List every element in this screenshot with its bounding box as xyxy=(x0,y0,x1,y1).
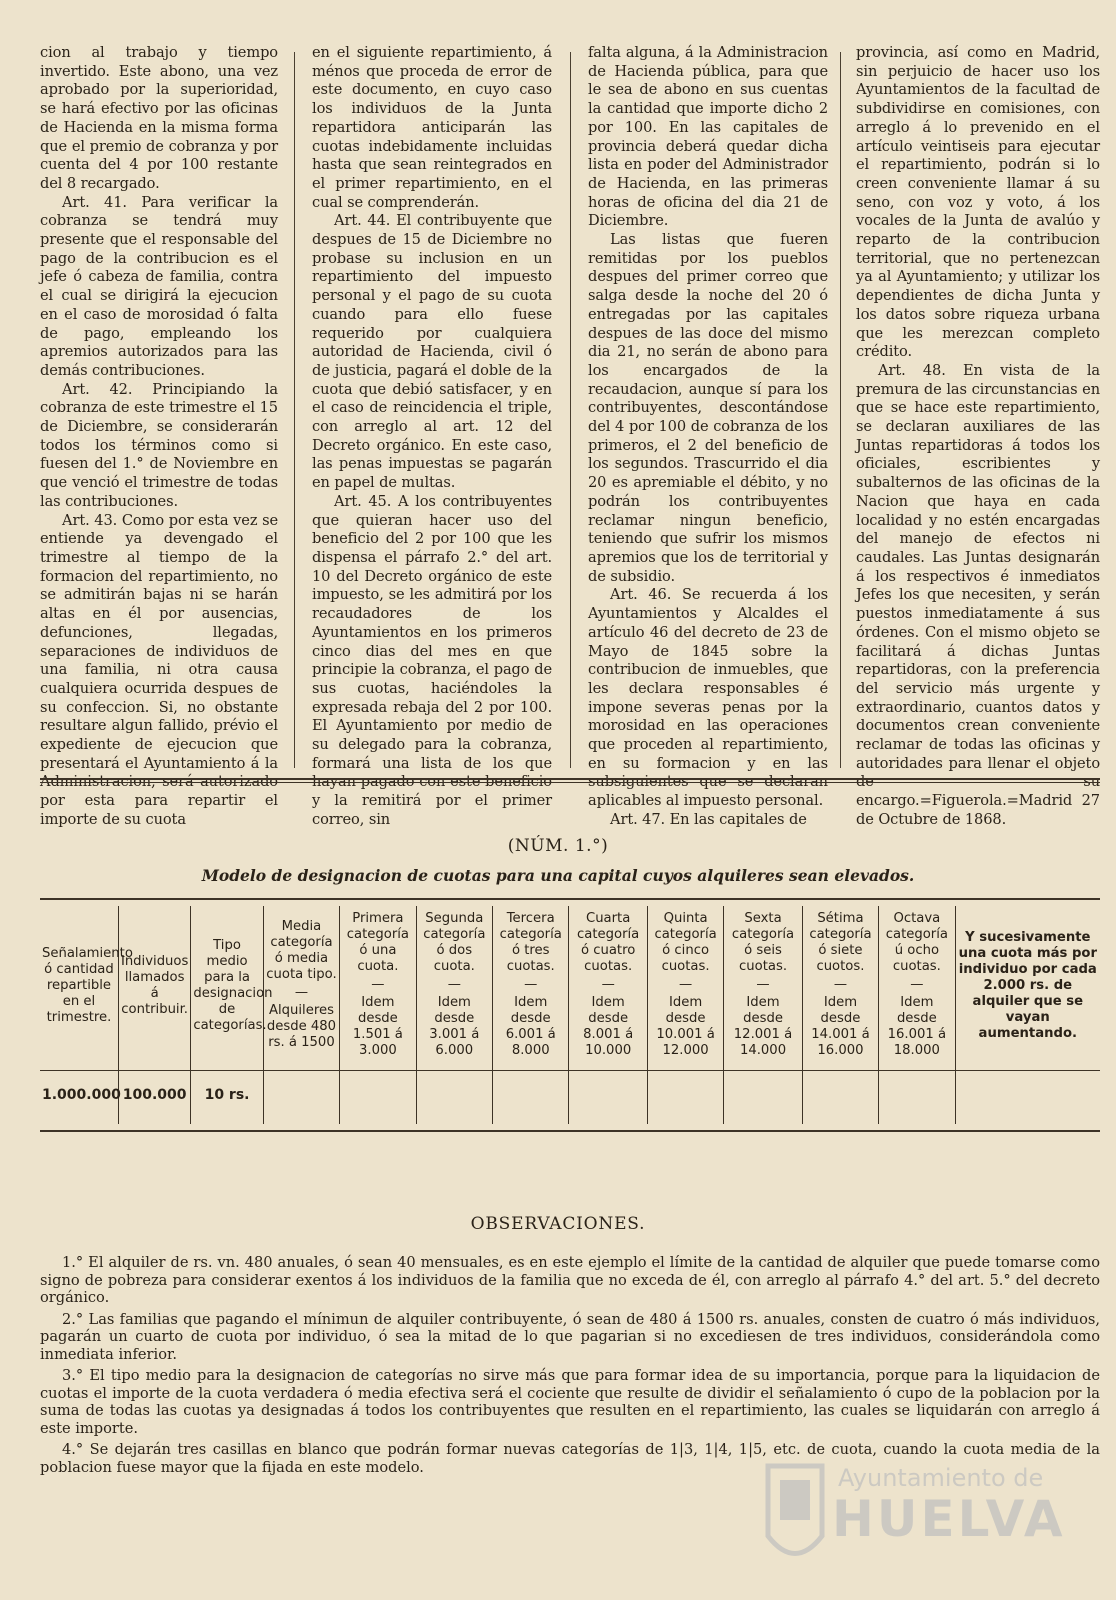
column-divider xyxy=(294,52,295,768)
table-top-rule xyxy=(40,898,1100,900)
observation-item: 2.° Las familias que pagando el mínimun de alquiler contribuyente, ó sean de 480 á 1500 rs. anuales, consten de cuatro ó más individuos, pagarán un cuarto de cuota por individuo, ó sea la mitad de lo que pagarian si no excediesen de tres individuos, considerándola como inmediata inferior. xyxy=(40,1310,1100,1363)
section-divider xyxy=(40,778,1100,780)
paragraph: Art. 41. Para verificar la cobranza se tendrá muy presente que el responsable del pago de la contribucion es el jefe ó cabeza de familia, contra el cual se dirigirá la ejecucion en el caso de morosidad ó falta de pago, empleando los apremios autorizados para las demás contribuciones. xyxy=(40,193,278,379)
header-cell: Sétima categoría ó siete cuotos. — Idem desde 14.001 á 16.000 xyxy=(802,906,878,1066)
header-cell: Quinta categoría ó cinco cuotas. — Idem desde 10.001 á 12.000 xyxy=(647,906,723,1066)
value-cell: 1.000.000 xyxy=(42,1087,121,1103)
value-cell xyxy=(879,1066,955,1124)
column-2 xyxy=(312,44,552,828)
article-columns xyxy=(40,44,1100,828)
paragraph: Las listas que fueren remitidas por los pueblos despues del primer correo que salga desde la noche del 20 ó entregadas por las capitales despues de las doce del mismo dia 21, no serán de abono para los encargados de la recaudacion, aunque sí para los contribuyentes, descontándose del 4 por 100 de cobranza de los primeros, el 2 del beneficio de los segundos. Trascurrido el dia 20 es apremiable el débito, y no podrán los contribuyentes reclamar ningun beneficio, teniendo que sufrir los mismos apremios que los de territorial y de subsidio. xyxy=(588,231,828,585)
paragraph: falta alguna, á la Administracion de Hacienda pública, para que le sea de abono en sus cuentas la cantidad que importe dicho 2 por 100. En las capitales de provincia deberá quedar dicha lista en poder del Administrador de Hacienda, en las primeras horas de oficina del dia 21 de Diciembre. xyxy=(588,44,828,230)
watermark-line2: HUELVA xyxy=(832,1490,1066,1548)
column-divider xyxy=(570,52,571,768)
table-row xyxy=(40,1066,1100,1124)
header-cell: Señalamiento ó cantidad repartible en el trimestre. xyxy=(42,946,133,1025)
model-title: Modelo de designacion de cuotas para una capital cuyos alquileres sean elevados. xyxy=(201,866,915,885)
paragraph: Art. 48. En vista de la premura de las circunstancias en que se hace este repartimiento, se declaran auxiliares de las Juntas repartidoras á todos los oficiales, escribientes y subalternos de las oficinas de la Nacion que haya en cada localidad y no estén encargadas del manejo de efectos ni caudales. Las Juntas designarán á los respectivos é inmediatos Jefes los que necesiten, y serán puestos inmediatamente á sus órdenes. Con el mismo objeto se facilitará á dichas Juntas repartidoras, con la preferencia del servicio más urgente y extraordinario, cuantos datos y documentos crean conveniente reclamar de todas las oficinas y autoridades para llenar el objeto encargo.=Figuerola.=Madrid 27 de Octubre de 1868. xyxy=(856,361,1100,828)
header-cell: Tipo medio para la designacion de categorías. xyxy=(191,906,263,1066)
observation-item: 1.° El alquiler de rs. vn. 480 anuales, ó sean 40 mensuales, es en este ejemplo el límite de la cantidad de alquiler que puede tomarse como signo de pobreza para considerar exentos á los individuos de la familia que no exceda de él, con arreglo al párrafo 4.° del art. 5.° del decreto orgánico. xyxy=(40,1254,1100,1306)
header-cell: Primera categoría ó una cuota. — Idem desde 1.501 á 3.000 xyxy=(340,906,416,1066)
header-cell: Cuarta categoría ó cuatro cuotas. — Idem desde 8.001 á 10.000 xyxy=(569,906,647,1066)
header-cell: Sexta categoría ó seis cuotas. — Idem desde 12.001 á 14.000 xyxy=(724,906,802,1066)
paragraph: Art. 45. A los contribuyentes que quieran hacer uso del beneficio del 2 por 100 que les dispensa el párrafo 2.° del art. 10 del Decreto orgánico de este impuesto, se les admitirá por los recaudadores de los Ayuntamientos en los primeros cinco dias del mes en que principie la cobranza, el pago de sus cuotas, haciéndoles la expresada rebaja del 2 por 100. El Ayuntamiento por medio de su delegado para la cobranza, formará una lista de los que y la remitirá por el primer correo, sin xyxy=(312,492,552,828)
value-cell xyxy=(955,1066,1100,1124)
column-3 xyxy=(588,44,828,828)
quota-table xyxy=(40,906,1100,1124)
paragraph: Art. 42. Principiando la cobranza de este trimestre el 15 de Diciembre, se considerarán todos los términos como si fuesen del 1.° de Noviembre en que venció el trimestre de todas las contribuciones. xyxy=(40,380,278,510)
value-cell xyxy=(647,1066,723,1124)
archive-watermark xyxy=(760,1446,1080,1586)
header-cell: Media categoría ó media cuota tipo. — Alquileres desde 480 rs. á 1500 xyxy=(263,906,339,1066)
value-cell xyxy=(340,1066,416,1124)
table-mid-rule xyxy=(40,1070,1100,1071)
model-number: (NÚM. 1.°) xyxy=(507,836,609,856)
value-cell xyxy=(802,1066,878,1124)
paragraph: Art. 47. En las capitales de xyxy=(610,810,807,828)
paragraph: Art. 44. El contribuyente que despues de 15 de Diciembre no probase su inclusion en un repartimiento del impuesto personal y el pago de su cuota cuando para ello fuese requerido por cualquiera autoridad de Hacienda, civil ó de justicia, pagará el doble de la cuota que debió satisfacer, y en el caso de reincidencia el triple, con arreglo al art. 12 del Decreto orgánico. En este caso, las penas impuestas se pagarán en papel de multas. xyxy=(312,212,552,492)
observation-item: 3.° El tipo medio para la designacion de categorías no sirve más que para formar idea de su importancia, porque para la liquidacion de cuotas el importe de la cuota verdadera ó media efectiva será el cociente que resulte de dividir el señalamiento ó cupo de la poblacion por la suma de todas las cuotas ya designadas á todos los contribuyentes que resulten en el repartimiento, las cuales se liquidarán con arreglo á este importe. xyxy=(40,1367,1100,1437)
value-cell xyxy=(416,1066,492,1124)
header-cell: Octava categoría ú ocho cuotas. — Idem desde 16.001 á 18.000 xyxy=(879,906,955,1066)
column-4 xyxy=(856,44,1100,828)
paragraph: cion al trabajo y tiempo invertido. Este abono, una vez aprobado por la superioridad, se hará efectivo por las oficinas de Hacienda en la misma forma que el premio de cobranza y por cuenta del 4 por 100 restante del 8 recargado. xyxy=(40,44,278,192)
value-cell xyxy=(724,1066,802,1124)
value-cell: 10 rs. xyxy=(191,1066,263,1124)
header-cell: Individuos llamados á contribuir. xyxy=(118,906,190,1066)
observations-title: OBSERVACIONES. xyxy=(470,1214,646,1234)
watermark-line1: Ayuntamiento de xyxy=(838,1464,1044,1492)
paragraph: en el siguiente repartimiento, á ménos que proceda de error de este documento, en cuyo caso los individuos de la Junta repartidora anticiparán las cuotas indebidamente incluidas hasta que sean reintegrados en el primer repartimiento, en el cual se comprenderán. xyxy=(312,44,552,211)
header-cell: Y sucesivamente una cuota más por individuo por cada 2.000 rs. de alquiler que se vayan aumentando. xyxy=(955,906,1100,1066)
header-cell: Segunda categoría ó dos cuota. — Idem desde 3.001 á 6.000 xyxy=(416,906,492,1066)
header-cell: Tercera categoría ó tres cuotas. — Idem desde 6.001 á 8.000 xyxy=(493,906,569,1066)
table-bottom-rule xyxy=(40,1130,1100,1132)
crest-icon xyxy=(760,1446,830,1576)
observation-item: 4.° Se dejarán tres casillas en blanco que podrán formar nuevas categorías de 1|3, 1|4, 1|5, etc. de cuota, cuando la cuota media de la poblacion fuese mayor que la fijada en este modelo. xyxy=(40,1441,1100,1476)
paragraph: Art. 46. Se recuerda á los Ayuntamientos y Alcaldes el artículo 46 del decreto de 23 de Mayo de 1845 sobre la contribucion de inmuebles, que les declara responsables é impone severas penas por la morosidad en las operaciones que proceden al repartimiento, en su formacion y en las aplicables al impuesto personal. xyxy=(588,586,828,810)
value-cell xyxy=(493,1066,569,1124)
section-divider xyxy=(40,782,1100,783)
value-cell: 100.000 xyxy=(118,1066,190,1124)
table-header-row xyxy=(40,906,1100,1066)
value-cell xyxy=(569,1066,647,1124)
value-cell xyxy=(263,1066,339,1124)
paragraph: provincia, así como en Madrid, sin perjuicio de hacer uso los Ayuntamientos de la facultad de subdividirse en comisiones, con arreglo á lo prevenido en el artículo veintiseis para ejecutar el repartimiento, podrán si lo creen conveniente llamar á su seno, con voz y voto, á los vocales de la Junta de avalúo y reparto de la contribucion territorial, que no pertenezcan ya al Ayuntamiento; y utilizar los dependientes de dicha Junta y los datos sobre riqueza urbana que les merezcan completo crédito. xyxy=(856,44,1100,361)
paragraph: Art. 43. Como por esta vez se entiende ya devengado el trimestre al tiempo de la formacion del repartimiento, no se admitirán bajas ni se harán altas en él por ausencias, defunciones, llegadas, separaciones de individuos de una familia, ni otra causa cualquiera ocurrida despues de su confeccion. Si, no obstante resultare algun fallido, prévio el expediente de ejecucion que presentará el Ayuntamiento á la por esta para repartir el importe de su cuota xyxy=(40,511,278,828)
column-divider xyxy=(840,52,841,768)
column-1 xyxy=(40,44,278,828)
